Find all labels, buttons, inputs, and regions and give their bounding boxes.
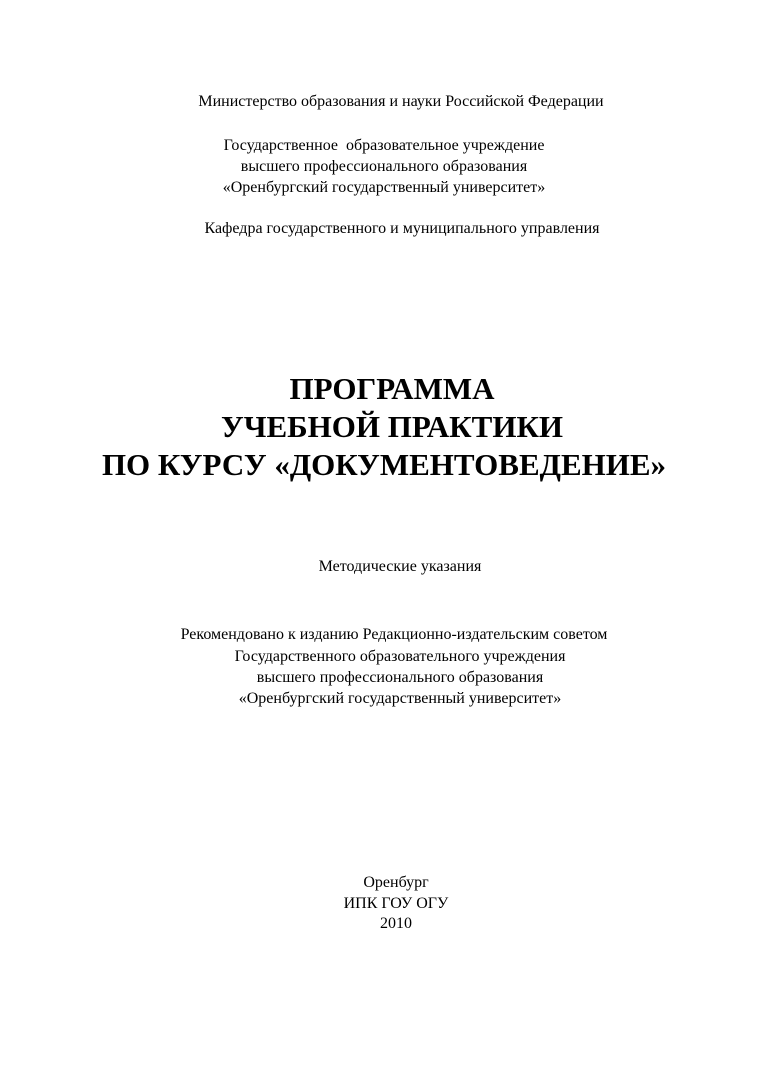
department-line: Кафедра государственного и муниципального управления bbox=[204, 220, 600, 237]
imprint-publisher: ИПК ГОУ ОГУ bbox=[343, 895, 449, 912]
title-line-1: ПРОГРАММА bbox=[289, 371, 495, 406]
recommendation-line-4: «Оренбургский государственный университет» bbox=[238, 690, 562, 707]
subtitle: Методические указания bbox=[318, 558, 482, 575]
recommendation-line-1: Рекомендовано к изданию Редакционно-издательским советом bbox=[180, 626, 608, 643]
recommendation-line-3: высшего профессионального образования bbox=[256, 669, 544, 686]
imprint-city: Оренбург bbox=[363, 874, 429, 891]
institution-line-2: высшего профессионального образования bbox=[240, 158, 528, 175]
recommendation-line-2: Государственного образовательного учреждения bbox=[234, 648, 566, 665]
ministry-line: Министерство образования и науки Российской Федерации bbox=[198, 93, 604, 110]
imprint-year: 2010 bbox=[380, 915, 412, 932]
title-line-2: УЧЕБНОЙ ПРАКТИКИ bbox=[220, 409, 564, 444]
institution-line-1: Государственное образовательное учреждение bbox=[223, 137, 545, 154]
institution-line-3: «Оренбургский государственный университет» bbox=[222, 179, 546, 196]
title-line-3: ПО КУРСУ «ДОКУМЕНТОВЕДЕНИЕ» bbox=[101, 447, 667, 482]
